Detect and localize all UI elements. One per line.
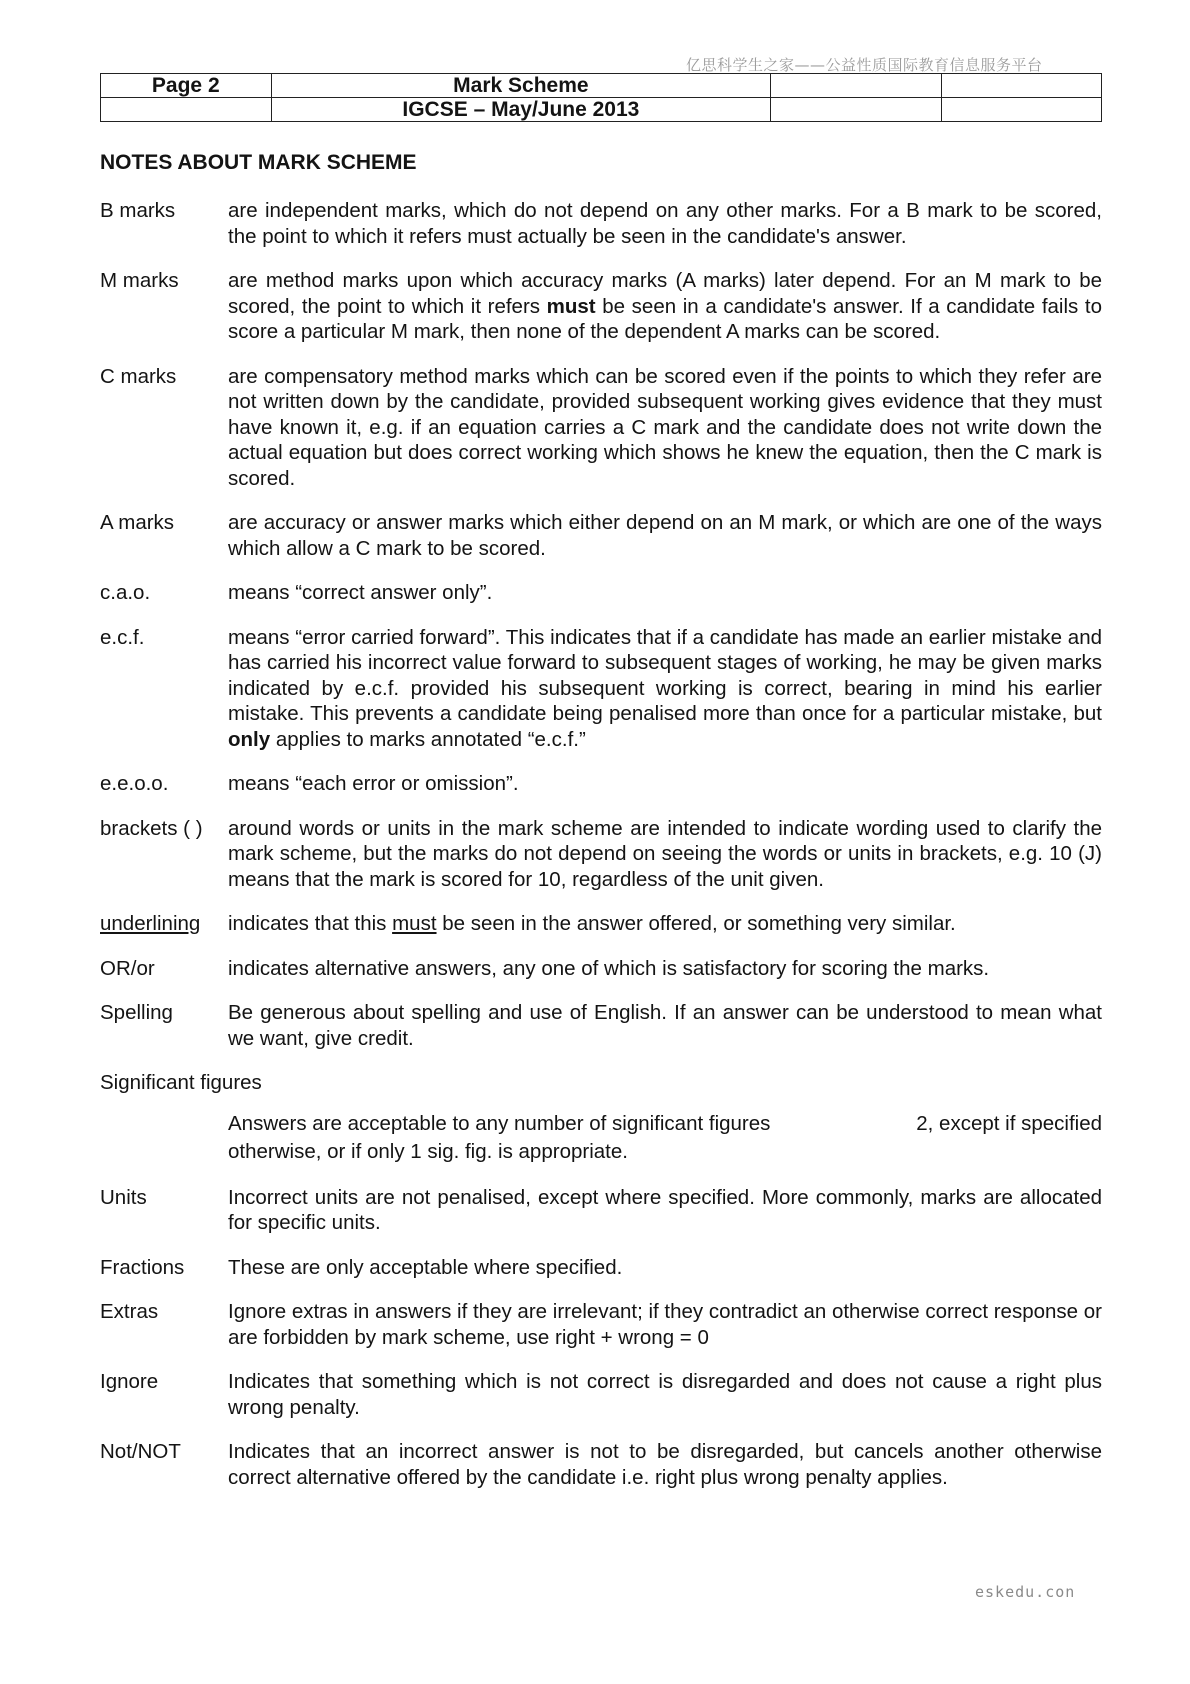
note-term: Fractions	[100, 1255, 185, 1279]
note-text-part: means “error carried forward”. This indicates that if a candidate has made an earlier mistake and has carried his incorrect value forward to subsequent stages of working, he may be given marks indicated by e.c.f. provided his subsequent working is correct, bearing in mind his earlier mistake. This prevents a candidate being penalised more than once for a particular mistake, but	[228, 625, 1102, 725]
note-text	[228, 268, 1102, 345]
notes-list	[100, 198, 1102, 1509]
header-subtitle: IGCSE – May/June 2013	[271, 98, 771, 122]
note-item	[100, 198, 1102, 249]
note-term: underlining	[100, 912, 201, 935]
note-term: C marks	[100, 364, 177, 388]
note-item	[100, 1439, 1102, 1490]
header-title: Mark Scheme	[271, 74, 771, 98]
page-heading: NOTES ABOUT MARK SCHEME	[100, 151, 417, 174]
header-empty-cell	[941, 98, 1101, 122]
note-term: A marks	[100, 511, 175, 534]
note-text-part: indicates that this	[228, 912, 393, 935]
header-cell-4	[941, 74, 1101, 98]
header-cell-3	[771, 74, 941, 98]
note-text: Incorrect units are not penalised, except where specified. More commonly, marks are allocated for specific units.	[228, 1185, 1102, 1234]
note-term: e.c.f.	[100, 625, 145, 649]
note-item	[100, 625, 1102, 753]
note-text-part: are method marks upon which accuracy marks (A marks) later depend. For an M mark to be scored, the point to which it refers	[228, 269, 1102, 318]
note-term: B marks	[100, 199, 176, 222]
note-term: OR/or	[100, 956, 155, 980]
watermark-bottom: eskedu.con	[975, 1583, 1076, 1601]
note-item	[100, 268, 1102, 345]
header-page: Page 2	[101, 74, 272, 98]
note-text: are independent marks, which do not depend on any other marks. For a B mark to be scored, the point to which it refers must actually be seen in the candidate's answer.	[228, 199, 1102, 248]
note-term: Extras	[100, 1300, 159, 1323]
note-term: e.e.o.o.	[100, 772, 169, 795]
note-text: around words or units in the mark scheme are intended to indicate wording used to clarify the mark scheme, but the marks do not depend on seeing the words or units in brackets, e.g. 10 (J) means that the mark is scored for 10, regardless of the unit given.	[228, 816, 1102, 891]
note-bold-word: only	[228, 727, 271, 751]
note-text: Ignore extras in answers if they are irrelevant; if they contradict an otherwise correct response or are forbidden by mark scheme, use right + wrong = 0	[228, 1300, 1102, 1349]
note-term: Spelling	[100, 1001, 173, 1024]
note-text: are compensatory method marks which can be scored even if the points to which they refer are not written down by the candidate, provided subsequent working gives evidence that they must have known it, e.g. if an equation carries a C mark and the candidate does not write down the actual equation but does correct working which shows he knew the equation, then the C mark is scored.	[228, 364, 1102, 490]
note-item	[100, 364, 1102, 492]
note-text: means “each error or omission”.	[228, 772, 519, 795]
watermark-top: 亿思科学生之家——公益性质国际教育信息服务平台	[686, 56, 1043, 74]
note-item	[100, 510, 1102, 561]
sig-figs-line: otherwise, or if only 1 sig. fig. is appropriate.	[228, 1139, 628, 1163]
note-term: Units	[100, 1185, 147, 1209]
note-text	[228, 911, 1102, 937]
note-text-part: be seen in the answer offered, or something very similar.	[436, 912, 956, 935]
note-text: indicates alternative answers, any one of which is satisfactory for scoring the marks.	[228, 956, 990, 980]
note-text: means “correct answer only”.	[228, 581, 493, 604]
note-text: Be generous about spelling and use of English. If an answer can be understood to mean what we want, give credit.	[228, 1001, 1102, 1050]
note-text: are accuracy or answer marks which either depend on an M mark, or which are one of the ways which allow a C mark to be scored.	[228, 511, 1102, 560]
sig-figs-heading: Significant figures	[100, 1071, 262, 1094]
note-text: These are only acceptable where specified.	[228, 1255, 623, 1279]
note-text-part: applies to marks annotated “e.c.f.”	[270, 727, 586, 751]
note-item	[100, 1000, 1102, 1051]
note-item	[100, 1299, 1102, 1350]
header-empty-cell	[101, 98, 272, 122]
note-item	[100, 771, 1102, 797]
note-term: brackets ( )	[100, 816, 203, 840]
note-term: Ignore	[100, 1370, 159, 1393]
note-text-part: be seen in a candidate's answer. If a candidate fails to score a particular M mark, then none of the dependent A marks can be scored.	[228, 294, 1102, 343]
note-item	[100, 580, 1102, 606]
note-item	[100, 1255, 1102, 1281]
note-text	[228, 625, 1102, 753]
note-term: Not/NOT	[100, 1440, 181, 1463]
note-bold-word: must	[546, 294, 596, 318]
note-term: M marks	[100, 269, 179, 292]
note-text: Indicates that an incorrect answer is not to be disregarded, but cancels another otherwise correct alternative offered by the candidate i.e. right plus wrong penalty applies.	[228, 1440, 1102, 1489]
header-empty-cell	[771, 98, 941, 122]
sig-figs-part: 2, except if specified	[916, 1111, 1102, 1135]
note-item	[100, 1369, 1102, 1420]
note-item	[100, 1185, 1102, 1236]
note-underlined-word: must	[392, 912, 437, 935]
sig-figs-text	[228, 1110, 1102, 1166]
sig-figs-part: Answers are acceptable to any number of significant figures	[228, 1111, 771, 1135]
note-item	[100, 956, 1102, 982]
note-item	[100, 911, 1102, 937]
note-item	[100, 816, 1102, 893]
note-term: c.a.o.	[100, 581, 151, 604]
sig-figs-line	[228, 1110, 1102, 1138]
note-text: Indicates that something which is not correct is disregarded and does not cause a right plus wrong penalty.	[228, 1370, 1102, 1419]
header-table	[100, 73, 1102, 122]
